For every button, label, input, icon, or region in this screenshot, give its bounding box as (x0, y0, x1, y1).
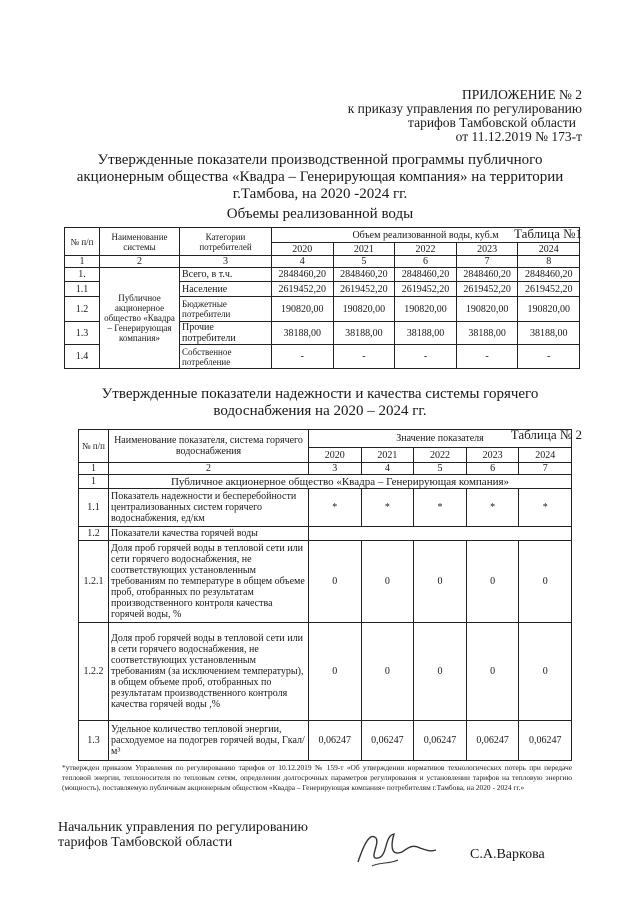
t2-value: 0 (466, 623, 519, 721)
t1-category: Всего, в т.ч. (180, 268, 272, 282)
t1-head-num: № п/п (65, 228, 100, 256)
water-volume-table (64, 227, 580, 369)
t1-index: 2 (100, 256, 180, 268)
t2-year: 2021 (361, 448, 414, 463)
t2-value: 0 (414, 623, 467, 721)
t1-index: 1 (65, 256, 100, 268)
t1-category: Население (180, 282, 272, 297)
t2-num: 1.2 (79, 527, 109, 541)
t2-num: 1.2.1 (79, 541, 109, 623)
appendix-title: ПРИЛОЖЕНИЕ № 2 (461, 87, 582, 102)
signatory-position (58, 820, 308, 850)
t2-value: * (466, 489, 519, 527)
t2-value: 0 (361, 541, 414, 623)
t2-year: 2023 (466, 448, 519, 463)
table-row (79, 489, 572, 527)
table-row (79, 623, 572, 721)
t2-index: 3 (309, 463, 362, 475)
t1-value: 2619452,20 (518, 282, 580, 297)
t2-head-name: Наименование показателя, система горячего водоснабжения (109, 430, 309, 463)
handwritten-signature (350, 822, 440, 872)
t2-index: 1 (79, 463, 109, 475)
t1-value: - (333, 345, 395, 369)
t1-index: 7 (456, 256, 518, 268)
t2-value: 0 (466, 541, 519, 623)
appendix-date: от 11.12.2019 № 173-т (455, 129, 582, 144)
section2-title-line-2: водоснабжения на 2020 – 2024 гг. (213, 403, 427, 419)
t2-value: 0 (361, 623, 414, 721)
t2-indicator: Показатели качества горячей воды (109, 527, 309, 541)
t1-head-name: Наименование системы (100, 228, 180, 256)
t2-value: 0 (519, 623, 572, 721)
t1-value: 190820,00 (456, 297, 518, 322)
t1-year: 2021 (333, 243, 395, 256)
table-row (79, 527, 572, 541)
t2-value: * (309, 489, 362, 527)
t1-value: 2848460,20 (518, 268, 580, 282)
t1-index: 6 (395, 256, 457, 268)
t2-index: 2 (109, 463, 309, 475)
t1-value: 190820,00 (272, 297, 334, 322)
t2-index: 5 (414, 463, 467, 475)
t1-value: 2848460,20 (395, 268, 457, 282)
t2-year: 2024 (519, 448, 572, 463)
t2-value: 0 (309, 623, 362, 721)
t1-num: 1.4 (65, 345, 100, 369)
appendix-header (348, 88, 582, 144)
t1-num: 1.2 (65, 297, 100, 322)
table-row (79, 541, 572, 623)
title-line-2: акционерным общества «Квадра – Генерирующая компания» на территории (76, 169, 564, 185)
title-line-3: г.Тамбова, на 2020 -2024 гг. (232, 186, 408, 202)
t2-head-num: № п/п (79, 430, 109, 463)
t2-value: * (414, 489, 467, 527)
t2-value: 0 (414, 541, 467, 623)
appendix-authority: тарифов Тамбовской области (408, 115, 576, 130)
t1-category: Собственное потребление (180, 345, 272, 369)
t2-value: 0,06247 (466, 721, 519, 761)
t1-value: 2619452,20 (395, 282, 457, 297)
t2-value: 0 (309, 541, 362, 623)
t1-num: 1. (65, 268, 100, 282)
table1-caption: Объемы реализованной воды (226, 206, 414, 222)
title-line-1: Утвержденные показатели производственной программы публичного (97, 152, 543, 168)
t1-category: Бюджетные потребители (180, 297, 272, 322)
t1-value: 38188,00 (272, 322, 334, 345)
t1-value: 38188,00 (395, 322, 457, 345)
t2-year: 2022 (414, 448, 467, 463)
t2-num: 1.2.2 (79, 623, 109, 721)
t1-value: 190820,00 (518, 297, 580, 322)
t1-year: 2024 (518, 243, 580, 256)
t2-value: * (361, 489, 414, 527)
t1-value: 2619452,20 (333, 282, 395, 297)
t1-value: 2848460,20 (456, 268, 518, 282)
t1-value: - (395, 345, 457, 369)
document-title (60, 152, 580, 203)
t1-value: 2619452,20 (272, 282, 334, 297)
t1-year: 2020 (272, 243, 334, 256)
t1-value: - (518, 345, 580, 369)
t2-value: 0,06247 (414, 721, 467, 761)
t1-index: 4 (272, 256, 334, 268)
t1-num: 1.3 (65, 322, 100, 345)
t1-category: Прочие потребители (180, 322, 272, 345)
t1-value: - (272, 345, 334, 369)
section2-title-line-1: Утвержденные показатели надежности и качества системы горячего (101, 386, 539, 402)
signatory-position-line-1: Начальник управления по регулированию (58, 820, 308, 835)
t2-indicator: Показатель надежности и бесперебойности централизованных систем горячего водоснабжения, ед/км (109, 489, 309, 527)
t1-value: 38188,00 (456, 322, 518, 345)
t1-value: 2619452,20 (456, 282, 518, 297)
t2-num: 1.3 (79, 721, 109, 761)
t2-index: 7 (519, 463, 572, 475)
t2-value: 0 (519, 541, 572, 623)
t1-value: 38188,00 (518, 322, 580, 345)
t1-value: 2848460,20 (272, 268, 334, 282)
t2-index: 6 (466, 463, 519, 475)
t1-value: 190820,00 (333, 297, 395, 322)
t1-year: 2023 (456, 243, 518, 256)
t1-index: 3 (180, 256, 272, 268)
t1-head-category: Категории потребителей (180, 228, 272, 256)
t2-company-row: Публичное акционерное общество «Квадра – Генерирующая компания» (109, 475, 572, 489)
table-row (65, 268, 580, 282)
t2-value: 0,06247 (361, 721, 414, 761)
t2-indicator: Доля проб горячей воды в тепловой сети или сети горячего водоснабжения, не соответствующих установленным требованиям по температуре в общем объеме проб, отобранных по результатам производственного контроля качества горячей воды, % (109, 541, 309, 623)
footnote: *утвержден приказом Управления по регулированию тарифов от 10.12.2019 № 159-т «Об утверждении нормативов технологических потерь при передаче тепловой энергии, теплоносителя по тепловым сетям, определении долгосрочных параметров регулирования и установлении тарифов на тепловую энергию (мощность), поставляемую публичным акционерным обществом «Квадра – Генерирующая компания» потребителям г.Тамбова, на 2020 - 2024 гг.» (62, 763, 572, 792)
t2-value: 0,06247 (309, 721, 362, 761)
t2-indicator: Доля проб горячей воды в тепловой сети или в сети горячего водоснабжения, не соответствующих установленным требованиям (за исключением температуры), в общем объеме проб, отобранных по результатам производственного контроля качества горячей воды ,% (109, 623, 309, 721)
t2-num: 1.1 (79, 489, 109, 527)
t2-company-num: 1 (79, 475, 109, 489)
appendix-order-ref: к приказу управления по регулированию (347, 101, 582, 116)
table1-number: Таблица №1 (513, 226, 582, 241)
t2-year: 2020 (309, 448, 362, 463)
t2-head-value: Значение показателя (309, 430, 572, 448)
t1-company: Публичное акционерное общество «Квадра – Генерирующая компания» (100, 268, 180, 369)
t2-empty (309, 527, 572, 541)
t1-year: 2022 (395, 243, 457, 256)
t2-value: 0,06247 (519, 721, 572, 761)
signatory-position-line-2: тарифов Тамбовской области (58, 835, 233, 850)
table2-number: Таблица № 2 (510, 427, 582, 442)
t2-value: * (519, 489, 572, 527)
t1-index: 5 (333, 256, 395, 268)
t1-head-volume: Объем реализованной воды, куб.м (272, 228, 580, 243)
t1-num: 1.1 (65, 282, 100, 297)
t2-index: 4 (361, 463, 414, 475)
section2-title (60, 386, 580, 420)
hot-water-quality-table (78, 429, 572, 761)
t1-value: - (456, 345, 518, 369)
t1-value: 38188,00 (333, 322, 395, 345)
signatory-name: С.А.Варкова (470, 847, 545, 862)
t1-value: 190820,00 (395, 297, 457, 322)
t2-indicator: Удельное количество тепловой энергии, расходуемое на подогрев горячей воды, Гкал/м³ (109, 721, 309, 761)
t1-index: 8 (518, 256, 580, 268)
table-row (79, 721, 572, 761)
t1-value: 2848460,20 (333, 268, 395, 282)
